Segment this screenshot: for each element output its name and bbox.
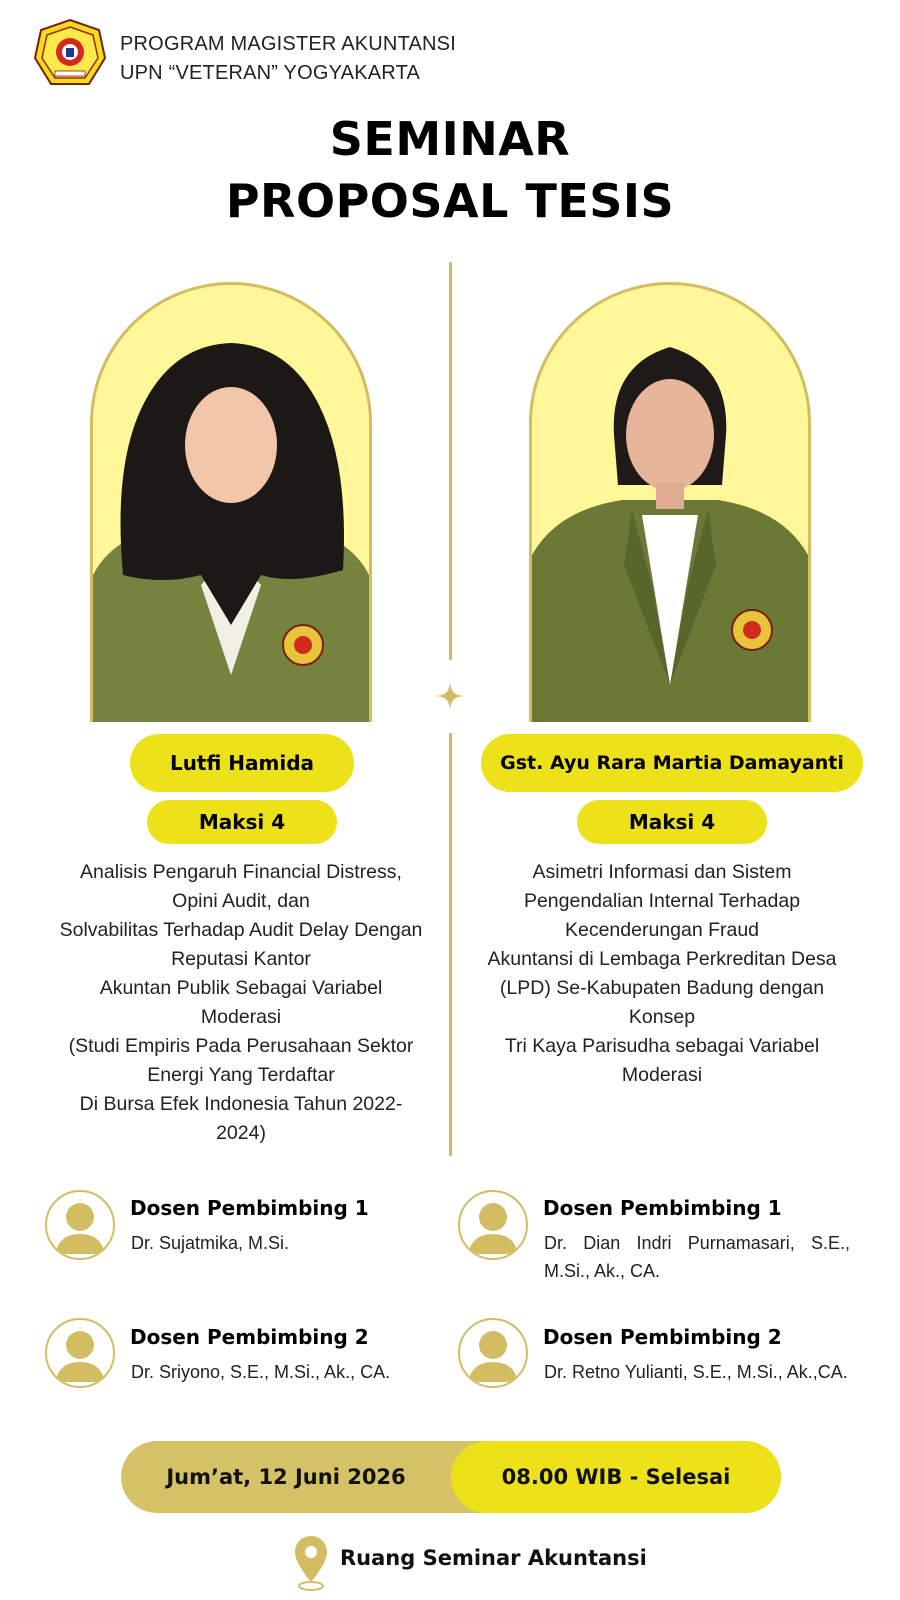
presenter-2-name: Gst. Ayu Rara Martia Damayanti [481,734,863,792]
title-line-2: PROPOSAL TESIS [225,174,675,228]
thesis-line: Tri Kaya Parisudha sebagai Variabel [504,1035,820,1057]
presenter-1-supervisor-2-name: Dr. Sriyono, S.E., M.Si., Ak., CA. [131,1362,391,1382]
thesis-line: 2024) [216,1122,266,1144]
presenter-1-class: Maksi 4 [147,800,337,844]
presenter-2-supervisor-2-label: Dosen Pembimbing 2 [543,1325,782,1349]
event-time: 08.00 WIB - Selesai [451,1441,781,1513]
presenter-2-thesis-title [470,858,854,1090]
presenter-1-supervisor-2-label: Dosen Pembimbing 2 [130,1325,369,1349]
presenter-2-supervisor-1-name: Dr. Dian Indri Purnamasari, S.E., M.Si., Ak., CA. [544,1233,850,1281]
thesis-line: Kecenderungan Fraud [564,919,760,941]
person-avatar-icon [458,1190,528,1260]
thesis-line: Moderasi [200,1006,282,1028]
thesis-line: Reputasi Kantor [171,948,311,970]
divider-line-top [449,262,452,660]
thesis-line: Opini Audit, dan [172,890,310,912]
event-venue: Ruang Seminar Akuntansi [340,1546,647,1570]
event-date: Jum’at, 12 Juni 2026 [166,1465,406,1489]
thesis-line: Akuntan Publik Sebagai Variabel [99,977,383,999]
person-avatar-icon [45,1318,115,1388]
thesis-line: Moderasi [621,1064,703,1086]
presenter-2-supervisor-2-name: Dr. Retno Yulianti, S.E., M.Si., Ak.,CA. [544,1362,848,1382]
presenter-2-supervisor-1-label: Dosen Pembimbing 1 [543,1196,782,1220]
page-title [0,108,900,232]
person-avatar-icon [458,1318,528,1388]
presenter-1-name: Lutfi Hamida [130,734,354,792]
location-pin-icon [293,1534,329,1592]
thesis-line: Asimetri Informasi dan Sistem [532,861,792,883]
sparkle-icon [436,682,464,710]
presenter-2-photo [529,282,811,722]
thesis-line: (Studi Empiris Pada Perusahaan Sektor [68,1035,414,1057]
university-logo-icon [33,18,107,92]
thesis-line: Konsep [628,1006,696,1028]
title-line-1: SEMINAR [329,112,571,166]
institution-line-2: UPN “VETERAN” YOGYAKARTA [120,62,421,84]
thesis-line: Akuntansi di Lembaga Perkreditan Desa [487,948,837,970]
thesis-line: Analisis Pengaruh Financial Distress, [80,861,402,883]
institution-line-1: PROGRAM MAGISTER AKUNTANSI [120,33,456,55]
event-datetime-bar [121,1441,781,1513]
thesis-line: Di Bursa Efek Indonesia Tahun 2022- [79,1093,403,1115]
presenter-1-thesis-title [42,858,440,1148]
presenter-1-photo [90,282,372,722]
person-avatar-icon [45,1190,115,1260]
thesis-line: Pengendalian Internal Terhadap [523,890,801,912]
presenter-1-supervisor-1-label: Dosen Pembimbing 1 [130,1196,369,1220]
thesis-line: Energi Yang Terdaftar [147,1064,335,1086]
institution-name [120,30,456,88]
thesis-line: Solvabilitas Terhadap Audit Delay Dengan [59,919,423,941]
presenter-2-class: Maksi 4 [577,800,767,844]
divider-line-bottom [449,733,452,1156]
presenter-1-supervisor-1-name: Dr. Sujatmika, M.Si. [131,1233,290,1253]
thesis-line: (LPD) Se-Kabupaten Badung dengan [499,977,825,999]
